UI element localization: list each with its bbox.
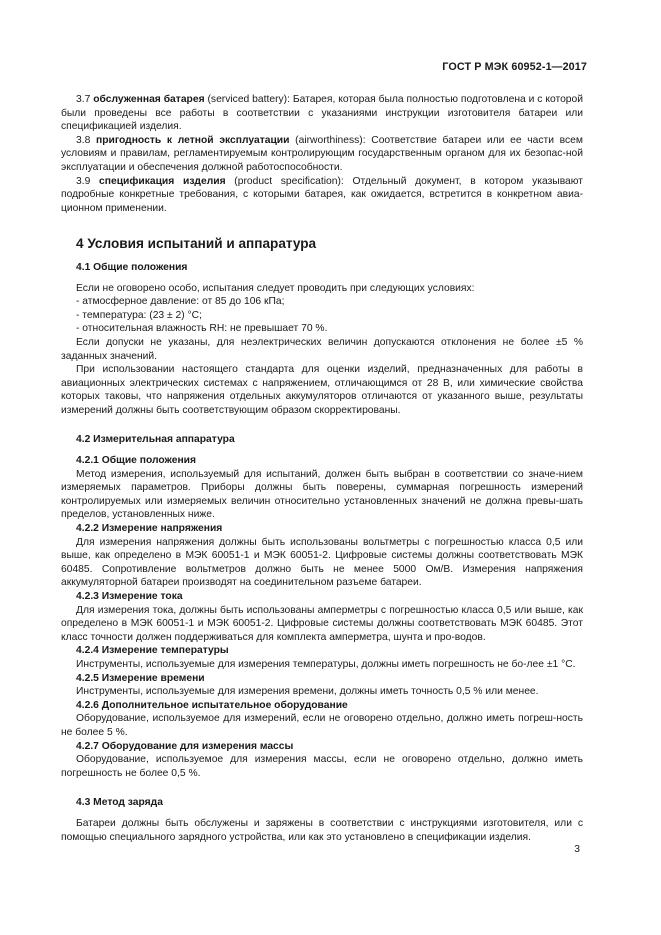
doc-header: ГОСТ Р МЭК 60952-1—2017 <box>442 61 587 73</box>
section-4-1-intro: Если не оговорено особо, испытания следует проводить при следующих условиях: <box>76 282 475 294</box>
section-4-2-4-title: 4.2.4 Измерение температуры <box>76 645 229 657</box>
def-text: Батарея, которая была полностью подготовлена и с которой были проведены все работы в соответствии с указаниями инструкции изготовителя батареи или спецификацией изделия. <box>61 94 583 133</box>
section-4-2-2-title: 4.2.2 Измерение напряжения <box>76 523 223 535</box>
def-term: обслуженная батарея <box>93 94 205 105</box>
section-4-2-3-title: 4.2.3 Измерение тока <box>76 591 183 602</box>
def-text: Соответствие батареи или ее части всем условиям и правилам, регламентируемым контролирующим государственным органом для их безопас-ной эксплуатации и обеспечения должной работоспособности. <box>61 134 583 173</box>
section-4-2-1-title: 4.2.1 Общие положения <box>76 455 196 467</box>
def-en: (airworthiness): <box>289 134 372 146</box>
section-4-3-title: 4.3 Метод заряда <box>76 797 163 809</box>
section-4-2-5-text: Инструменты, используемые для измерения времени, должны иметь точность 0,5 % или менее. <box>76 686 539 698</box>
def-number: 3.7 <box>76 94 91 105</box>
page-number: 3 <box>574 844 580 855</box>
section-4-1-title: 4.1 Общие положения <box>76 261 188 273</box>
section-4-title: 4 Условия испытаний и аппаратура <box>76 236 317 252</box>
condition-item: - относительная влажность RH: не превышает 70 %. <box>76 323 328 335</box>
section-4-3-text: Батареи должны быть обслужены и заряжены в соответствии с инструкциями изготовителя, или с помощью специального зарядного устройства, или как это установлено в спецификации изделия. <box>61 817 583 843</box>
section-4-2-6-title: 4.2.6 Дополнительное испытательное оборудование <box>76 699 348 711</box>
section-4-2-title: 4.2 Измерительная аппаратура <box>76 434 235 446</box>
section-4-1-para: При использовании настоящего стандарта для оценки изделий, предназначенных для работы в авиационных электрических системах с напряжением, отличающимся от 28 В, или химические свойства которых таковы, что напряжения отдельных аккумуляторов отличаются от указанного выше, результаты измерений должны быть соответствующим образом скорректированы. <box>61 364 583 416</box>
page-content <box>61 93 583 844</box>
section-4-2-4-text: Инструменты, используемые для измерения температуры, должны иметь погрешность не бо-лее ±1 °С. <box>76 658 576 670</box>
section-4-2-6-text: Оборудование, используемое для измерений, если не оговорено отдельно, должно иметь погреш-ность не более 5 %. <box>61 713 583 738</box>
definition-3-9 <box>61 175 583 216</box>
def-number: 3.9 <box>76 175 91 187</box>
def-number: 3.8 <box>76 134 91 146</box>
condition-item: - температура: (23 ± 2) °С; <box>76 309 202 321</box>
section-4-2-3-text: Для измерения тока, должны быть использованы амперметры с погрешностью класса 0,5 или выше, как определено в МЭК 60051-1 и МЭК 60051-2. Цифровые системы должны соответствовать МЭК 60485. Этот класс точности должен поддерживаться для комплекта амперметра, шунта и про-водов. <box>61 604 583 643</box>
section-4-2-7-text: Оборудование, используемое для измерения массы, если не оговорено отдельно, должно иметь погрешность не более 0,5 %. <box>61 754 583 779</box>
section-4-1-para: Если допуски не указаны, для неэлектрических величин допускаются отклонения не более ±5 % заданных значений. <box>61 336 583 362</box>
definition-3-7 <box>61 93 583 134</box>
section-4-2-2-text: Для измерения напряжения должны быть использованы вольтметры с погрешностью класса 0,5 или выше, как определено в МЭК 60051-1 и МЭК 60051-2. Цифровые системы должны соответствовать МЭК 60485. Сопротивление вольтметров должно быть не менее 5000 Ом/В. Измерения напряжения аккумуляторной батареи производят на соединительном разъеме батареи. <box>61 536 583 589</box>
def-en: (serviced battery): <box>204 94 293 105</box>
section-4-2-1-text: Метод измерения, используемый для испытаний, должен быть выбран в соответствии со значе-нием измеряемых параметров. Приборы должны быть поверены, суммарная погрешность измерений контролируемых или измеряемых величин относительно установленных значений не должна превы-шать пределов, установленных ниже. <box>61 468 583 521</box>
def-term: спецификация изделия <box>99 175 226 187</box>
def-term: пригодность к летной эксплуатации <box>96 134 290 146</box>
definition-3-8 <box>61 134 583 175</box>
section-4-2-5-title: 4.2.5 Измерение времени <box>76 672 205 684</box>
condition-item: - атмосферное давление: от 85 до 106 кПа; <box>76 296 285 308</box>
def-en: (product specification): <box>225 175 353 187</box>
section-4-2-7-title: 4.2.7 Оборудование для измерения массы <box>76 740 294 752</box>
def-text: Отдельный документ, в котором указывают подробные конкретные требования, с которыми батарея, как ожидается, встретится в конкретном авиа-ционном применении. <box>61 175 583 214</box>
